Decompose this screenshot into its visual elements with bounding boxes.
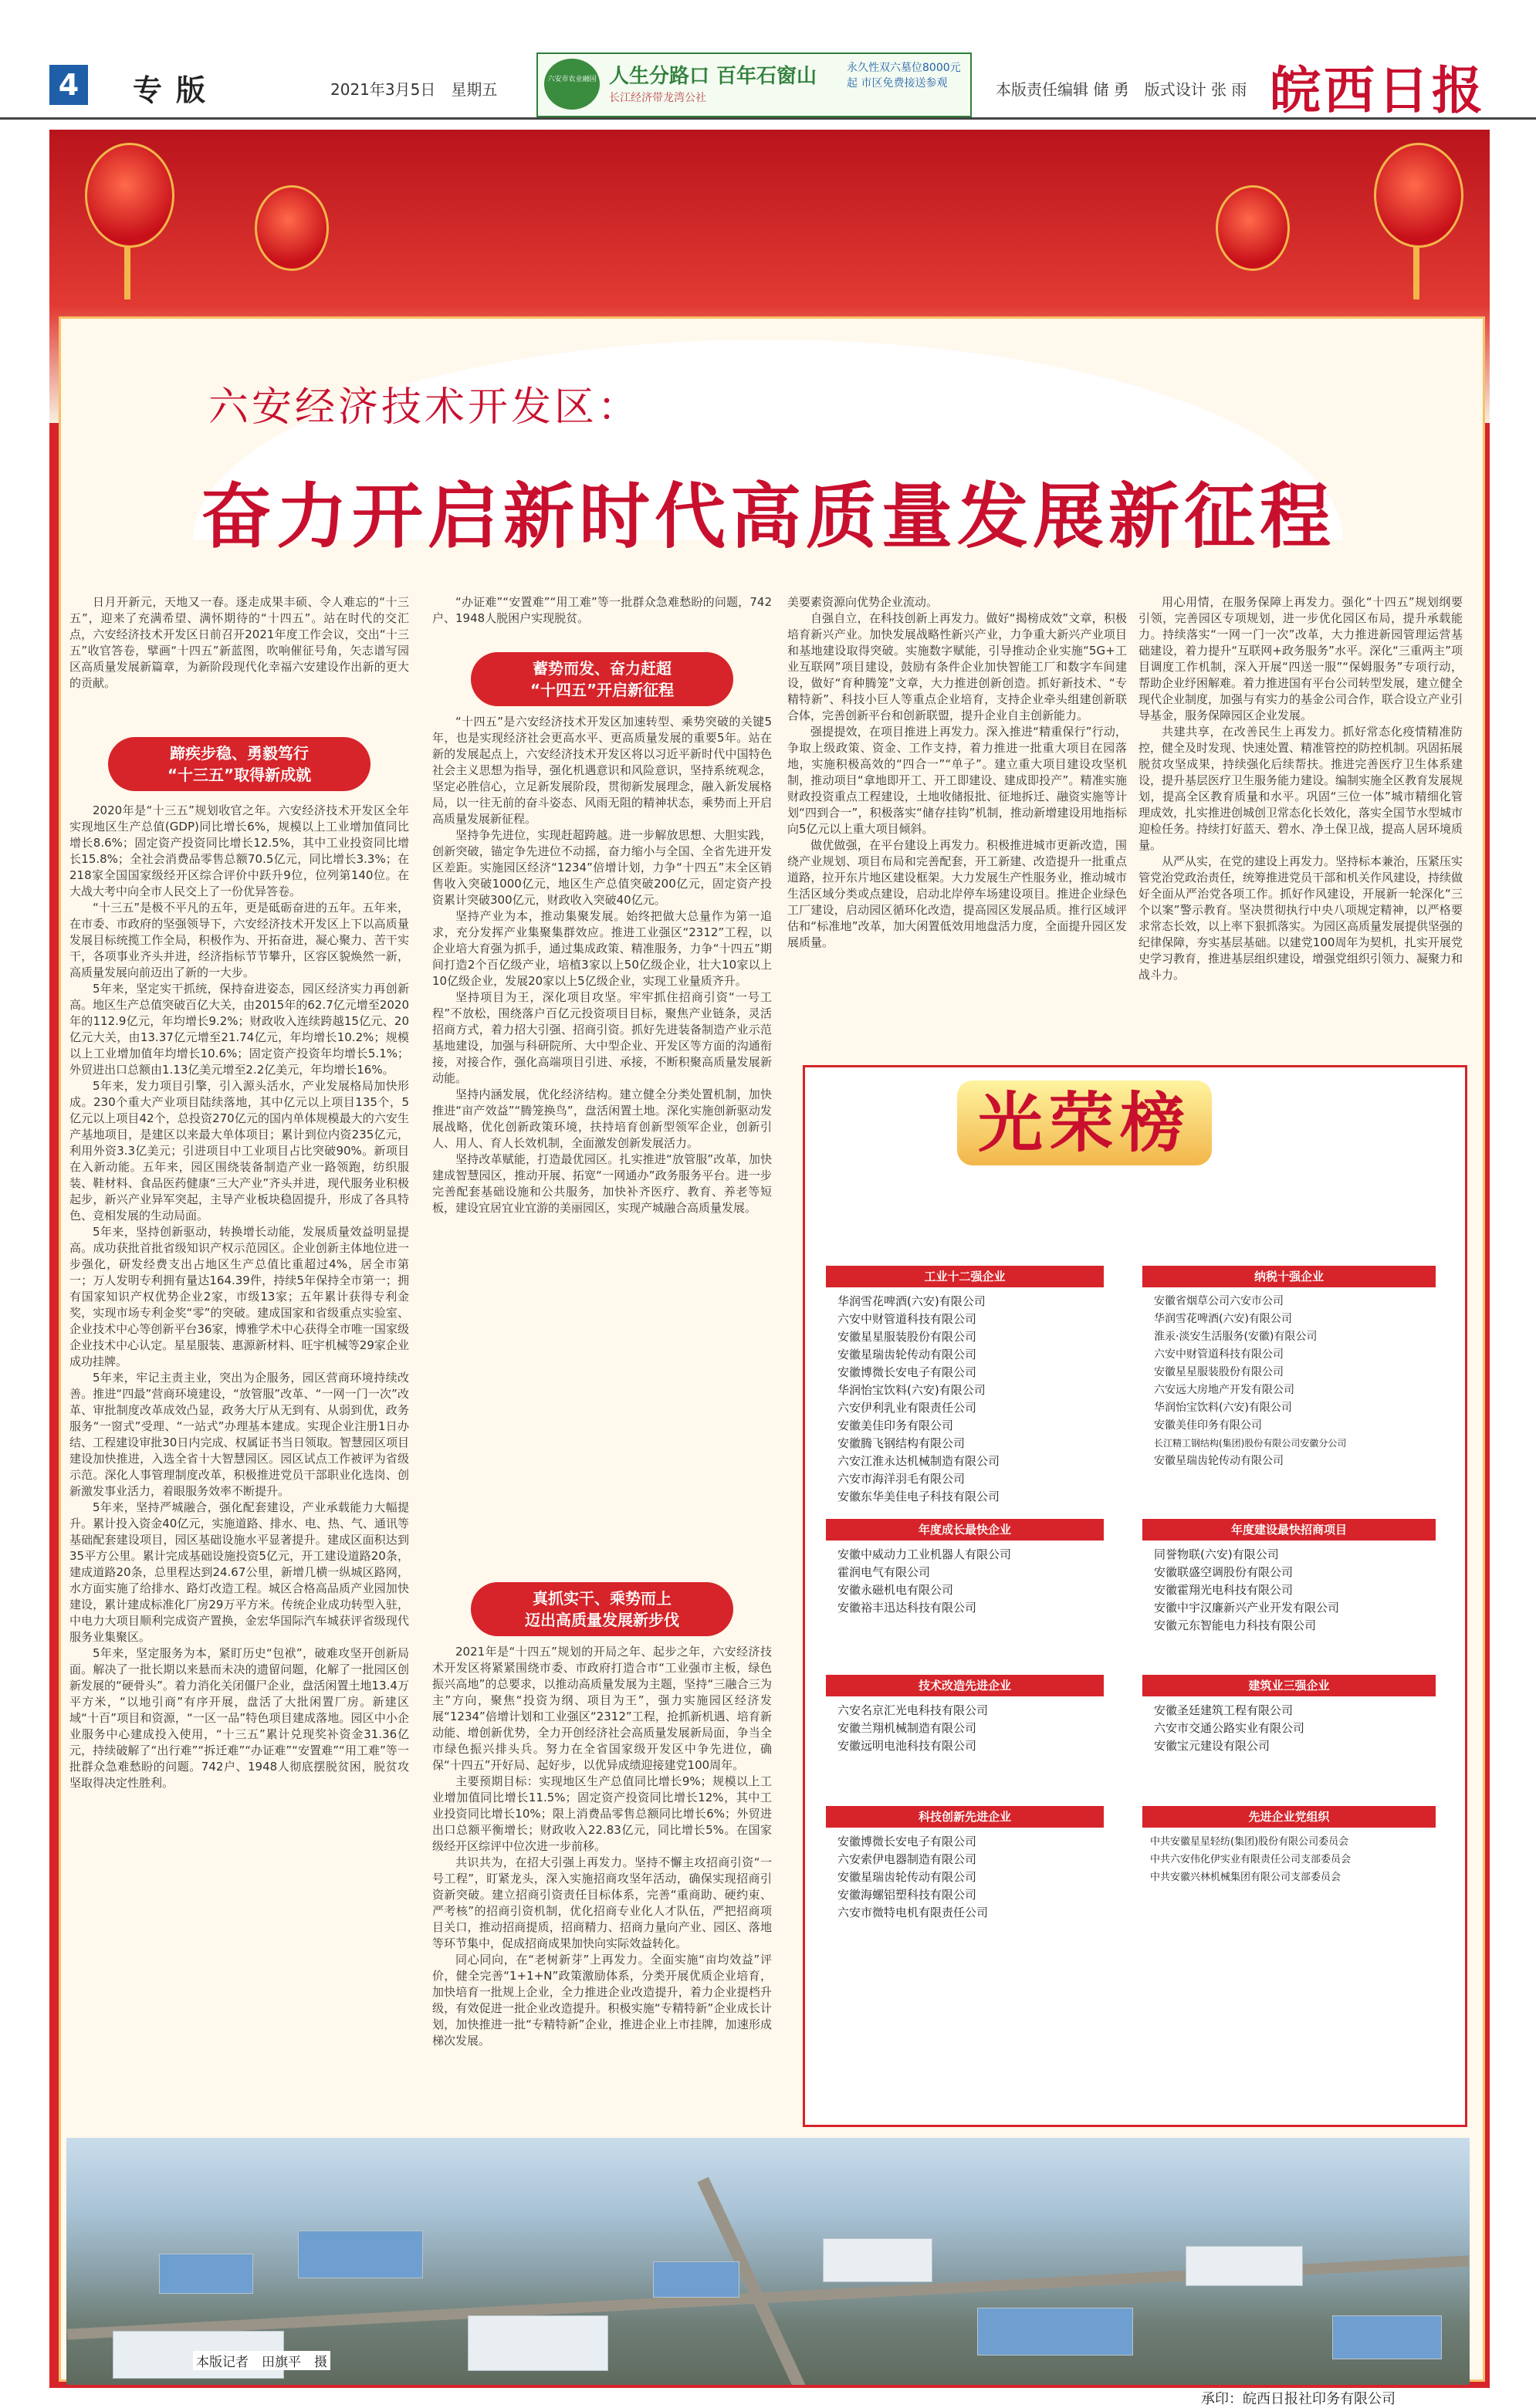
list-item: 安徽霍翔光电科技有限公司 xyxy=(1154,1583,1294,1597)
list-item: 华润雪花啤酒(六安)有限公司 xyxy=(837,1294,986,1308)
honor-category-title: 先进企业党组织 xyxy=(1142,1806,1436,1828)
list-item: 安徽联盛空调股份有限公司 xyxy=(1154,1565,1294,1579)
advertisement xyxy=(536,52,972,117)
photo-credit: 本版记者 田旗平 摄 xyxy=(193,2351,330,2370)
honor-category-list xyxy=(1150,1833,1455,1886)
photo-building xyxy=(977,2308,1133,2356)
article-paragraph: “十四五”是六安经济技术开发区加速转型、乘势突破的关键5年，也是实现经济社会更高水平、更高质量发展的重要5年。站在新的发展起点上，六安经济技术开发区将以习近平新时代中国特色社会主义思想为指导，强化机遇意识和风险意识，坚持系统观念，坚定必胜信心，立足新发展阶段，贯彻新发展理念，融入新发展格局，以一往无前的奋斗姿态、风雨无阻的精神状态，乘势而上开启高质量发展新征程。 xyxy=(432,715,772,826)
list-item: 安徽中宇汉廉新兴产业开发有限公司 xyxy=(1154,1601,1340,1615)
lantern-icon xyxy=(1216,185,1290,271)
article-column-2c xyxy=(432,1644,772,2130)
article-paragraph: “十三五”是极不平凡的五年，更是砥砺奋进的五年。五年来，在市委、市政府的坚强领导下，六安经济技术开发区上下以高质量发展目标统揽工作全局，积极作为、开拓奋进，凝心聚力、苦干实干，各项事业齐头并进，经济指标节节攀升，区容区貌焕然一新，高质量发展向前迈出了新的一大步。 xyxy=(69,901,409,979)
honor-category-list xyxy=(837,1833,1115,1922)
list-item: 六安市交通公路实业有限公司 xyxy=(1154,1721,1305,1735)
list-item: 淮汞·淡安生活服务(安徽)有限公司 xyxy=(1154,1331,1318,1343)
list-item: 六安市微特电机有限责任公司 xyxy=(837,1906,989,1919)
list-item: 中共安徽星星轻纺(集团)股份有限公司委员会 xyxy=(1150,1836,1349,1848)
list-item: 安徽星星服装股份有限公司 xyxy=(837,1330,977,1344)
list-item: 六安中财管道科技有限公司 xyxy=(837,1312,977,1326)
honor-category-title: 纳税十强企业 xyxy=(1142,1266,1436,1287)
photo-building xyxy=(159,2254,253,2294)
list-item: 安徽远明电池科技有限公司 xyxy=(837,1739,977,1753)
photo-building xyxy=(1332,2315,1442,2359)
list-item: 安徽裕丰迅达科技有限公司 xyxy=(837,1601,977,1615)
list-item: 霍润电气有限公司 xyxy=(837,1565,931,1579)
list-item: 安徽腾飞钢结构有限公司 xyxy=(837,1436,966,1450)
list-item: 安徽中威动力工业机器人有限公司 xyxy=(837,1547,1012,1561)
list-item: 六安索伊电器制造有限公司 xyxy=(837,1852,977,1866)
article-column-1b xyxy=(69,803,409,2130)
issue-date: 2021年3月5日 星期五 xyxy=(330,80,498,99)
list-item: 安徽星瑞齿轮传动有限公司 xyxy=(837,1870,977,1884)
list-item: 六安中财管道科技有限公司 xyxy=(1154,1348,1284,1361)
section-title: 专版 xyxy=(133,73,220,107)
list-item: 安徽海螺铝塑科技有限公司 xyxy=(837,1888,977,1902)
article-paragraph: 5年来，坚定服务为本，紧盯历史“包袱”，破难攻坚开创新局面。解决了一批长期以来悬而未决的遗留问题，化解了一批园区创新发展的“硬骨头”。着力消化关闭僵尸企业，盘活闲置土地13.4万平方米，“以地引商”有序开展，盘活了大批闲置厂房。新建区域“十百”项目和资源，“一区一品”特色项目建成落地。园区中小企业服务中心建成投入使用，“十三五”累计兑现奖补资金31.36亿元，持续破解了“出行难”“拆迁难”“办证难”“安置难”“用工难”等一批群众急难愁盼的问题。742户、1948人彻底摆脱贫困，脱贫攻坚取得决定性胜利。 xyxy=(69,1646,409,1790)
honor-category-list xyxy=(837,1293,1115,1506)
article-column-2b xyxy=(432,714,772,1571)
list-item: 六安市海洋羽毛有限公司 xyxy=(837,1472,966,1486)
list-item: 安徽博微长安电子有限公司 xyxy=(837,1835,977,1848)
article-paragraph: 日月开新元，天地又一春。逐走成果丰硕、令人难忘的“十三五”，迎来了充满希望、满怀期待的“十四五”。站在时代的交汇点，六安经济技术开发区日前召开2021年度工作会议，交出“十三五”收官答卷，擘画“十四五”新蓝图，吹响催征号角，矢志谱写园区高质量发展新篇章，为新阶段现代化幸福六安建设作出新的更大的贡献。 xyxy=(69,595,409,690)
honor-category-list xyxy=(1154,1293,1447,1470)
ad-right-text: 永久性双六墓位8000元起 市区免费接送参观 xyxy=(847,62,961,90)
article-paragraph: 5年来，牢记主责主业，突出为企服务，园区营商环境持续改善。推进“四最”营商环境建设，“放管服”改革、“一网一门一次”改革、审批制度改革成效凸显，政务大厅从无到有、从弱到优，政务服务“一窗式”受理、“一站式”办理基本建成。实现企业注册1日办结、工程建设审批30日内完成、权属证书当日领取。智慧园区项目建设加快推进，入选全省十大智慧园区。园区试点工作被评为省级示范。深化人事管理制度改革，积极推进党员干部职业化选岗、创新激发事业活力，着眼服务效率不断提升。 xyxy=(69,1371,409,1498)
honor-category-title: 科技创新先进企业 xyxy=(826,1806,1104,1828)
list-item: 华润雪花啤酒(六安)有限公司 xyxy=(1154,1313,1292,1325)
newspaper-logo: 皖西日报 xyxy=(1270,60,1486,120)
honor-category-list xyxy=(837,1702,1115,1755)
list-item: 中共安徽兴林机械集团有限公司支部委员会 xyxy=(1150,1872,1341,1883)
list-item: 安徽博微长安电子有限公司 xyxy=(837,1365,977,1379)
honor-category-title: 工业十二强企业 xyxy=(826,1266,1104,1287)
lantern-icon xyxy=(85,143,174,248)
main-headline: 奋力开启新时代高质量发展新征程 xyxy=(200,475,1335,558)
article-paragraph: 2021年是“十四五”规划的开局之年、起步之年，六安经济技术开发区将紧紧围绕市委、市政府打造合市“工业强市主板，绿色振兴高地”的总要求，以推动高质量发展为主题，坚持“三融合三为主”方向，聚焦“投资为纲、项目为王”，强力实施园区经济发展“1234”倍增计划和工业强区“2312”工程，抢抓新机遇、培育新动能、增创新优势，全力开创经济社会高质量发展新局面，争当全市绿色振兴排头兵。努力在全省国家级开发区中争先进位，确保“十四五”开好局、起好步，以优异成绩迎接建党100周年。 xyxy=(432,1645,772,1772)
subhead-line: 蓄势而发、奋力赶超 xyxy=(533,659,672,678)
list-item: 安徽美佳印务有限公司 xyxy=(837,1419,954,1432)
ad-logo: 六安市农业融园 xyxy=(544,59,600,110)
article-paragraph: 共建共享，在改善民生上再发力。抓好常态化疫情精准防控，健全及时发现、快速处置、精准管控的防控机制。巩固拓展脱贫攻坚成果，持续强化后续帮扶。推进完善医疗卫生体系建设，提升基层医疗卫生服务能力建设。编制实施全区教育发展规划，提高全区教育质量和水平。巩固“三位一体”城市精细化管理成效，扎实推进创城创卫常态化长效化，落实全国节水型城市迎检任务。持续打好蓝天、碧水、净土保卫战，提高人居环境质量。 xyxy=(1138,725,1463,852)
article-paragraph: 5年来，发力项目引擎，引入源头活水，产业发展格局加快形成。230个重大产业项目陆续落地，其中亿元以上项目135个，5亿元以上项目42个，总投资270亿元的国内单体规模最大的六安生产基地项目，是建区以来最大单体项目；累计到位内资235亿元，利用外资3.3亿美元；引进项目中工业项目占比突破90%。新项目在入新动能。五年来，园区围绕装备制造产业一路领跑，纺织服装、鞋材料、食品医药健康“三大产业”齐头并进，现代服务业积极起步，新兴产业异军突起，主导产业板块稳固提升，形成了各具特色、竞相发展的生动局面。 xyxy=(69,1079,409,1223)
subhead-line: 蹄疾步稳、勇毅笃行 xyxy=(170,744,309,763)
list-item: 六安名京汇光电科技有限公司 xyxy=(837,1703,989,1717)
article-paragraph: 同心同向，在“老树新芽”上再发力。全面实施“亩均效益”评价，健全完善“1+1+N”政策激励体系，分类开展优质企业培育，加快培育一批规上企业，全力推进企业改造提升，着力企业提档升级，有效促进一批企业改造提升。积极实施“专精特新”企业成长计划，加快推进一批“专精特新”企业，推进企业上市挂牌，加速形成梯次发展。 xyxy=(432,1953,772,2048)
list-item: 安徽兰翔机械制造有限公司 xyxy=(837,1721,977,1735)
aerial-photo xyxy=(66,2138,1470,2385)
photo-building xyxy=(468,2315,608,2371)
list-item: 安徽宝元建设有限公司 xyxy=(1154,1739,1270,1753)
honor-category-list xyxy=(1154,1546,1447,1635)
honor-category-list xyxy=(837,1546,1115,1617)
subhead-line: 真抓实干、乘势而上 xyxy=(533,1589,672,1608)
article-paragraph: 从严从实，在党的建设上再发力。坚持标本兼治，压紧压实管党治党政治责任，统筹推进党员干部和机关作风建设，持续做好全面从严治党各项工作。抓好作风建设，开展新一轮深化“三个以案”警示教育。坚决贯彻执行中央八项规定精神，以严格要求常态长效，以上率下狠抓落实。为园区高质量发展提供坚强的纪律保障，夯实基层基础。以建党100周年为契机，扎实开展党史学习教育，推进基层组织建设，增强党组织引领力、凝聚力和战斗力。 xyxy=(1138,854,1463,982)
lantern-tassel-icon xyxy=(1413,245,1419,299)
article-column-1 xyxy=(69,594,409,718)
masthead xyxy=(0,0,1536,120)
list-item: 安徽元东智能电力科技有限公司 xyxy=(1154,1618,1317,1632)
list-item: 安徽美佳印务有限公司 xyxy=(1154,1419,1262,1432)
article-column-2a xyxy=(432,594,772,641)
editor-credit: 本版责任编辑 储 勇 版式设计 张 雨 xyxy=(996,80,1247,99)
honor-category-title: 建筑业三强企业 xyxy=(1142,1675,1436,1696)
list-item: 安徽星瑞齿轮传动有限公司 xyxy=(837,1348,977,1361)
lantern-tassel-icon xyxy=(124,245,130,299)
article-paragraph: 强提提效，在项目推进上再发力。深入推进“精重保行”行动，争取上级政策、资金、工作支持，着力推进一批重大项目在园落地，实施积极高效的“四合一”“单子”。建立重大项目建设攻坚机制，推动项目“拿地即开工、开工即建设、建成即投产”。精准实施财政投资重点工程建设，土地收储报批、征地拆迁、融资实施等计划“四到合一”，积极落实“储存挂钩”机制，推动新增建设用地指标向5亿元以上重大项目倾斜。 xyxy=(787,725,1127,836)
section-subhead xyxy=(108,737,370,791)
photo-building xyxy=(298,2230,423,2278)
list-item: 华润怡宝饮料(六安)有限公司 xyxy=(837,1383,986,1397)
photo-building xyxy=(653,2261,739,2298)
article-paragraph: 共识共为，在招大引强上再发力。坚持不懈主攻招商引资“一号工程”，盯紧龙头，深入实施招商攻坚年活动，确保实现招商引资新突破。建立招商引资责任目标体系，完善“重商助、硬约束、严考核”的招商引资机制，优化招商专业化人才队伍，严把招商项目关口，推动招商提质，招商精力、招商力量向产业、园区、落地等环节集中，促成招商成果加快向实际效益转化。 xyxy=(432,1855,772,1950)
honor-roll-title: 光荣榜 xyxy=(957,1081,1212,1165)
article-paragraph: 做优做强，在平台建设上再发力。积极推进城市更新改造，围绕产业规划、项目布局和完善配套，开工新建、改造提升一批重点道路，拉开东片地区建设框架。大力发展生产性服务业，推动城市生活区域分类或点建设，启动北岸停车场建设项目。推进企业绿色工厂建设，启动园区循环化改造，提高园区发展品质。推行区域评估和“标准地”改革，加大闲置低效用地盘活力度，全面提升园区发展质量。 xyxy=(787,838,1127,949)
article-paragraph: 坚持改革赋能，打造最优园区。扎实推进“放管服”改革，加快建成智慧园区，推动开展、拓宽“一网通办”政务服务平台。进一步完善配套基础设施和公共服务，加快补齐医疗、教育、养老等短板，建设宜居宜业宜游的美丽园区，实现产城融合高质量发展。 xyxy=(432,1152,772,1215)
page-number: 4 xyxy=(49,65,88,105)
list-item: 同誉物联(六安)有限公司 xyxy=(1154,1547,1279,1561)
article-paragraph: 5年来，坚定实干抓统，保持奋进姿态，园区经济实力再创新高。地区生产总值突破百亿大关，由2015年的62.7亿元增至2020年的112.9亿元，年均增长9.2%；财政收入连续跨越15亿元、20亿元大关，由13.37亿元增至21.74亿元，年均增长10.2%；规模以上工业增加值年均增长10.6%；固定资产投资年均增长5.1%；外贸进出口总额由1.13亿美元增至2.2亿美元，年均增长16%。 xyxy=(69,982,409,1077)
list-item: 安徽永磁机电有限公司 xyxy=(837,1583,954,1597)
subhead-line: “十三五”取得新成就 xyxy=(167,766,312,784)
list-item: 安徽星星服装股份有限公司 xyxy=(1154,1366,1284,1378)
article-paragraph: 主要预期目标：实现地区生产总值同比增长9%；规模以上工业增加值同比增长11.5%；固定资产投资同比增长12%，其中工业投资同比增长10%；限上消费品零售总额同比增长6%；外贸进出口总额平衡增长；财政收入22.83亿元，同比增长5%。在国家级经开区综评中位次进一步前移。 xyxy=(432,1774,772,1853)
list-item: 华润怡宝饮料(六安)有限公司 xyxy=(1154,1402,1292,1414)
article-paragraph: 2020年是“十三五”规划收官之年。六安经济技术开发区全年实现地区生产总值(GDP)同比增长6%，规模以上工业增加值同比增长8.6%；固定资产投资同比增长12.5%，其中工业投资同比增长15.8%；全社会消费品零售总额70.5亿元，同比增长3.3%；在218家全国国家级经开区综合评价中跃升9位，位列第140位。在大战大考中向全市人民交上了一份优异答卷。 xyxy=(69,803,409,898)
photo-building xyxy=(823,2238,932,2282)
section-subhead xyxy=(471,652,733,706)
list-item: 安徽省烟草公司六安市公司 xyxy=(1154,1295,1284,1307)
lantern-icon xyxy=(1374,143,1463,248)
honor-category-title: 年度建设最快招商项目 xyxy=(1142,1519,1436,1541)
honor-category-list xyxy=(1154,1702,1447,1755)
list-item: 六安江淮永达机械制造有限公司 xyxy=(837,1454,1000,1468)
article-column-3 xyxy=(787,594,1127,1050)
honor-category-title: 技术改造先进企业 xyxy=(826,1675,1104,1696)
subhead-line: 迈出高质量发展新步伐 xyxy=(525,1611,679,1629)
list-item: 中共六安伟化伊实业有限责任公司支部委员会 xyxy=(1150,1854,1352,1865)
article-paragraph: 用心用情，在服务保障上再发力。强化“十四五”规划纲要引领，完善园区专项规划，进一步优化园区布局，提升承载能力。持续落实“一网一门一次”改革，大力推进新园管理运营基础建设，着力提升“互联网+政务服务”水平。深化“三重两主”项目调度工作机制，深入开展“四送一服”“保姆服务”专项行动，帮助企业纾困解难。着力推进国有平台公司转型发展，建立健全现代企业制度，加强与有实力的基金公司合作，联合设立产业引导基金，服务保障园区企业发展。 xyxy=(1138,595,1463,722)
article-paragraph: 坚持内涵发展，优化经济结构。建立健全分类处置机制，加快推进“亩产效益”“腾笼换鸟”，盘活闲置土地。深化实施创新驱动发展战略，优化创新政策环境，扶持培育创新型领军企业，创新引人、用人、育人长效机制，全面激发创新发展活力。 xyxy=(432,1087,772,1150)
ad-slogan: 人生分路口 百年石窗山 xyxy=(609,65,817,88)
ad-tagline: 长江经济带龙湾公社 xyxy=(609,92,706,104)
list-item: 安徽星瑞齿轮传动有限公司 xyxy=(1154,1455,1284,1467)
lantern-icon xyxy=(255,185,329,271)
article-paragraph: 坚持项目为王，深化项目攻坚。牢牢抓住招商引资“一号工程”不放松，围绕落户百亿元投资项目目标，聚焦产业链条，灵活招商方式，着力招大引强、招商引资。抓好先进装备制造产业示范基地建设，加强与科研院所、大中型企业、开发区等方面的沟通衔接，对接合作，强化高端项目引进、承接，不断积聚高质量发展新动能。 xyxy=(432,990,772,1085)
article-paragraph: 坚持产业为本，推动集聚发展。始终把做大总量作为第一追求，充分发挥产业集聚集群效应。推进工业强区“2312”工程，以企业培大育强为抓手，通过集成政策、精准服务，力争“十四五”期间打造2个百亿级产业，培植3家以上50亿级企业，壮大10家以上10亿级企业，发展20家以上5亿级企业，实现工业量质齐升。 xyxy=(432,909,772,988)
list-item: 六安远大房地产开发有限公司 xyxy=(1154,1384,1294,1396)
article-paragraph: 自强自立，在科技创新上再发力。做好“揭榜成效”文章，积极培育新兴产业。加快发展战略性新兴产业，力争重大新兴产业项目和基地建设取得突破。实施数字赋能，引导推动企业实施“5G+工业互联网”项目建设，鼓励有条件企业加快智能工厂和数字车间建设，做好“育种腾笼”文章，大力推进创新创造。抓好新技术、“专精特新”、科技小巨人等重点企业培育，支持企业牵头组建创新联合体，完善创新平台和创新联盟，提升企业自主创新能力。 xyxy=(787,611,1127,722)
list-item: 长江精工钢结构(集团)股份有限公司安徽分公司 xyxy=(1154,1438,1347,1449)
article-column-4 xyxy=(1138,594,1463,1050)
article-paragraph: 坚持争先进位，实现赶超跨越。进一步解放思想、大胆实践，创新突破，锚定争先进位不动摇，奋力缩小与全国、全省先进开发区差距。实施园区经济“1234”倍增计划，力争“十四五”末全区销售收入突破1000亿元，地区生产总值突破200亿元，固定资产投资累计突破300亿元，财政收入突破40亿元。 xyxy=(432,828,772,907)
photo-building xyxy=(1186,2246,1303,2286)
list-item: 安徽圣廷建筑工程有限公司 xyxy=(1154,1703,1294,1717)
honor-category-title: 年度成长最快企业 xyxy=(826,1519,1104,1541)
article-paragraph: “办证难”“安置难”“用工难”等一批群众急难愁盼的问题，742户、1948人脱困户实现脱贫。 xyxy=(432,595,772,625)
section-subhead xyxy=(471,1582,733,1636)
article-paragraph: 5年来，坚持严城融合，强化配套建设，产业承载能力大幅提升。累计投入资金40亿元，实施道路、排水、电、热、气、通讯等基础配套建设项目，园区基础设施水平显著提升。建成区面积达到35平方公里。累计完成基础设施投资5亿元，开工建设道路20条，建成道路20条，总里程达到24.67公里，新增几横一纵城区路网，水方面实施了给排水、路灯改造工程。城区合格高品质产业园加快建设，累计建成标准化厂房29万平方米。传统企业成功转型入驻，中电力大项目顺利完成资产置换，金宏华国际汽车城获评省级现代服务业集聚区。 xyxy=(69,1500,409,1644)
article-paragraph: 5年来，坚持创新驱动，转换增长动能，发展质量效益明显提高。成功获批首批省级知识产权示范园区。企业创新主体地位进一步强化，研发经费支出占地区生产总值比重超过4%，居全市第一；万人发明专利拥有量达164.39件，持续5年保持全市第一；拥有国家知识产权优势企业2家，市级13家；五年累计获得专利金奖，实现市场专利金奖“零”的突破。建成国家和省级重点实验室、企业技术中心等创新平台36家，博雅学术中心获得全市唯一国家级企业技术中心认定。星星服装、惠源新材料、旺宇机械等29家企业成功挂牌。 xyxy=(69,1225,409,1368)
printer-credit: 承印：皖西日报社印务有限公司 xyxy=(1201,2391,1396,2407)
list-item: 六安伊利乳业有限责任公司 xyxy=(837,1401,977,1415)
list-item: 安徽东华美佳电子科技有限公司 xyxy=(837,1490,1000,1503)
article-paragraph: 美要素资源向优势企业流动。 xyxy=(787,595,939,609)
sub-headline: 六安经济技术开发区： xyxy=(208,384,641,431)
subhead-line: “十四五”开启新征程 xyxy=(529,681,675,699)
